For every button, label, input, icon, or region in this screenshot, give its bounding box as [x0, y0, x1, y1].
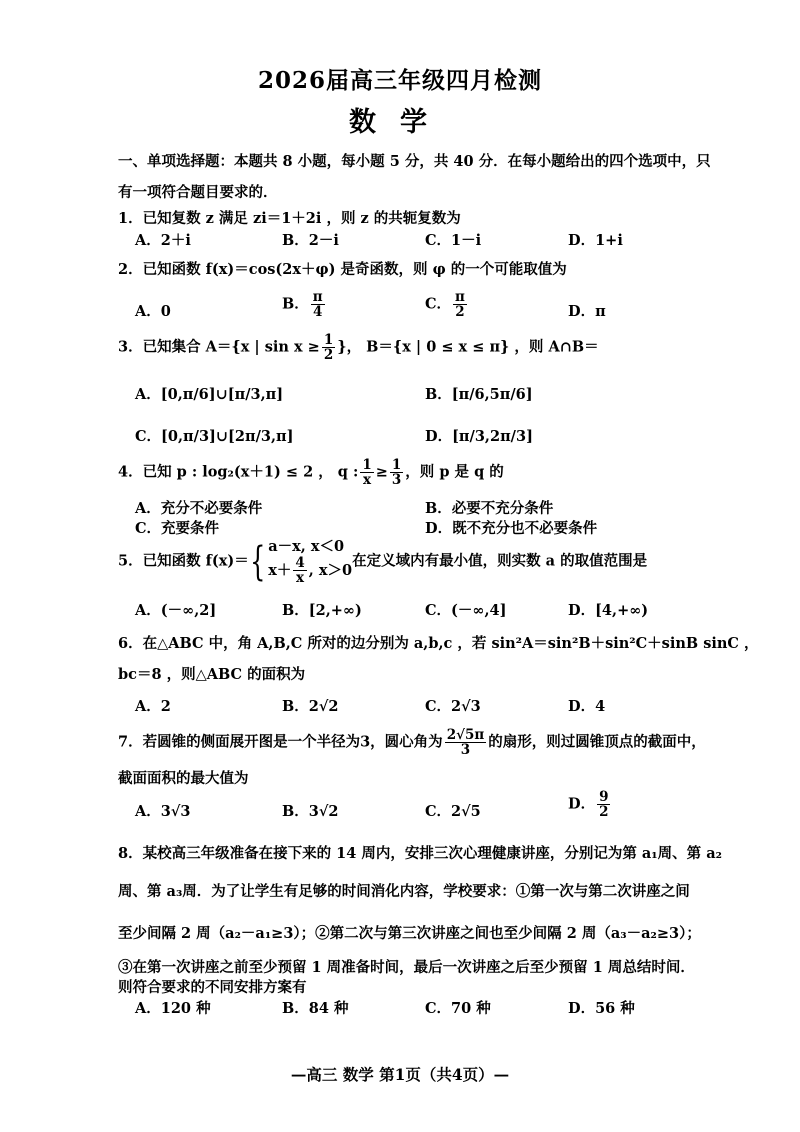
question-5-option-c: C．(－∞,4]	[425, 602, 507, 619]
question-5-option-b: B．[2,+∞)	[282, 602, 362, 619]
question-1-option-b: B．2－i	[282, 232, 339, 249]
question-7-option-b: B．3√2	[282, 803, 339, 820]
question-1-option-a: A．2＋i	[135, 232, 191, 249]
question-2-option-d: D．π	[568, 303, 606, 320]
question-8-option-d: D．56 种	[568, 1000, 635, 1017]
question-3-stem: 3．已知集合 A＝{x | sin x ≥ $\frac{1}{2}$ }， B＝{x | 0 ≤ x ≤ π} ，则 A∩B＝	[118, 332, 599, 364]
question-6-option-d: D．4	[568, 698, 606, 715]
question-6-option-a: A．2	[135, 698, 171, 715]
piecewise-cases: a－x, x＜0 x＋ $\frac{4}{x}$ , x＞0	[268, 538, 353, 587]
question-2-stem: 2．已知函数 f(x)＝cos(2x＋φ) 是奇函数，则 φ 的一个可能取值为	[118, 261, 567, 278]
question-6-option-c: C．2√3	[425, 698, 481, 715]
question-8-stem-line-2: 周、第 a₃周．为了让学生有足够的时间消化内容，学校要求：①第一次与第二次讲座之间	[118, 883, 690, 900]
question-3-option-a: A．[0,π/6]∪[π/3,π]	[135, 386, 284, 403]
exam-subject: 数学	[349, 107, 451, 138]
question-8-stem-line-1: 8．某校高三年级准备在接下来的 14 周内，安排三次心理健康讲座，分别记为第 a₁周、第 a₂	[118, 845, 722, 862]
question-2-option-a: A．0	[135, 303, 171, 320]
question-7-stem-line-1: 7．若圆锥的侧面展开图是一个半径为3，圆心角为 $\frac{2√5\pi}{3}$ 的扇形，则过圆锥顶点的截面中，	[118, 727, 706, 759]
question-6-stem-line-2: bc＝8 ，则△ABC 的面积为	[118, 666, 306, 683]
question-1-option-d: D．1+i	[568, 232, 623, 249]
question-5-option-a: A．(－∞,2]	[135, 602, 217, 619]
question-4-stem: 4．已知 p : log₂(x＋1) ≤ 2 ， q : $\frac{1}{x}$ ≥ $\frac{1}{3}$ ，则 p 是 q 的	[118, 457, 504, 489]
question-7-stem-line-2: 截面面积的最大值为	[118, 770, 249, 787]
piecewise-brace: {	[249, 538, 266, 585]
question-7-option-c: C．2√5	[425, 803, 481, 820]
question-8-option-c: C．70 种	[425, 1000, 491, 1017]
question-3-option-c: C．[0,π/3]∪[2π/3,π]	[135, 428, 294, 445]
question-7-option-d: D． $\frac{9}{2}$	[568, 789, 609, 821]
question-3-option-d: D．[π/3,2π/3]	[425, 428, 533, 445]
question-2-option-b: B． $\frac{\pi}{4}$	[282, 289, 323, 321]
question-1-option-c: C．1－i	[425, 232, 482, 249]
question-3-option-b: B．[π/6,5π/6]	[425, 386, 533, 403]
question-8-stem-line-3: 至少间隔 2 周（a₂－a₁≥3）；②第二次与第三次讲座之间也至少间隔 2 周（a₃－a₂≥3）；	[118, 925, 701, 942]
question-8-option-b: B．84 种	[282, 1000, 349, 1017]
question-8-stem-line-5: 则符合要求的不同安排方案有	[118, 979, 307, 996]
page-footer: —高三 数学 第1页（共4页）—	[290, 1065, 510, 1084]
question-1-stem: 1．已知复数 z 满足 zi＝1＋2i ，则 z 的共轭复数为	[118, 210, 461, 227]
exam-title: 2026届高三年级四月检测	[257, 67, 542, 94]
question-5-stem: 5．已知函数 f(x)＝{ a－x, x＜0 x＋ $\frac{4}{x}$ , x＞0 在定义域内有最小值，则实数 a 的取值范围是	[118, 538, 648, 587]
section-instruction-line-1: 一、单项选择题：本题共 8 小题，每小题 5 分，共 40 分．在每小题给出的四个选项中，只	[118, 153, 711, 170]
question-4-option-d: D．既不充分也不必要条件	[425, 520, 598, 537]
question-8-option-a: A．120 种	[135, 1000, 211, 1017]
question-5-option-d: D．[4,+∞)	[568, 602, 649, 619]
question-7-option-a: A．3√3	[135, 803, 191, 820]
question-4-option-c: C．充要条件	[135, 520, 220, 537]
question-4-option-b: B．必要不充分条件	[425, 500, 554, 517]
question-2-option-c: C． $\frac{\pi}{2}$	[425, 289, 465, 321]
question-8-stem-line-4: ③在第一次讲座之前至少预留 1 周准备时间，最后一次讲座之后至少预留 1 周总结时间．	[118, 959, 695, 976]
question-4-option-a: A．充分不必要条件	[135, 500, 263, 517]
section-instruction-line-2: 有一项符合题目要求的．	[118, 184, 278, 201]
question-6-stem-line-1: 6．在△ABC 中，角 A,B,C 所对的边分别为 a,b,c ，若 sin²A＝sin²B＋sin²C＋sinB sinC ，	[118, 635, 759, 652]
question-6-option-b: B．2√2	[282, 698, 339, 715]
